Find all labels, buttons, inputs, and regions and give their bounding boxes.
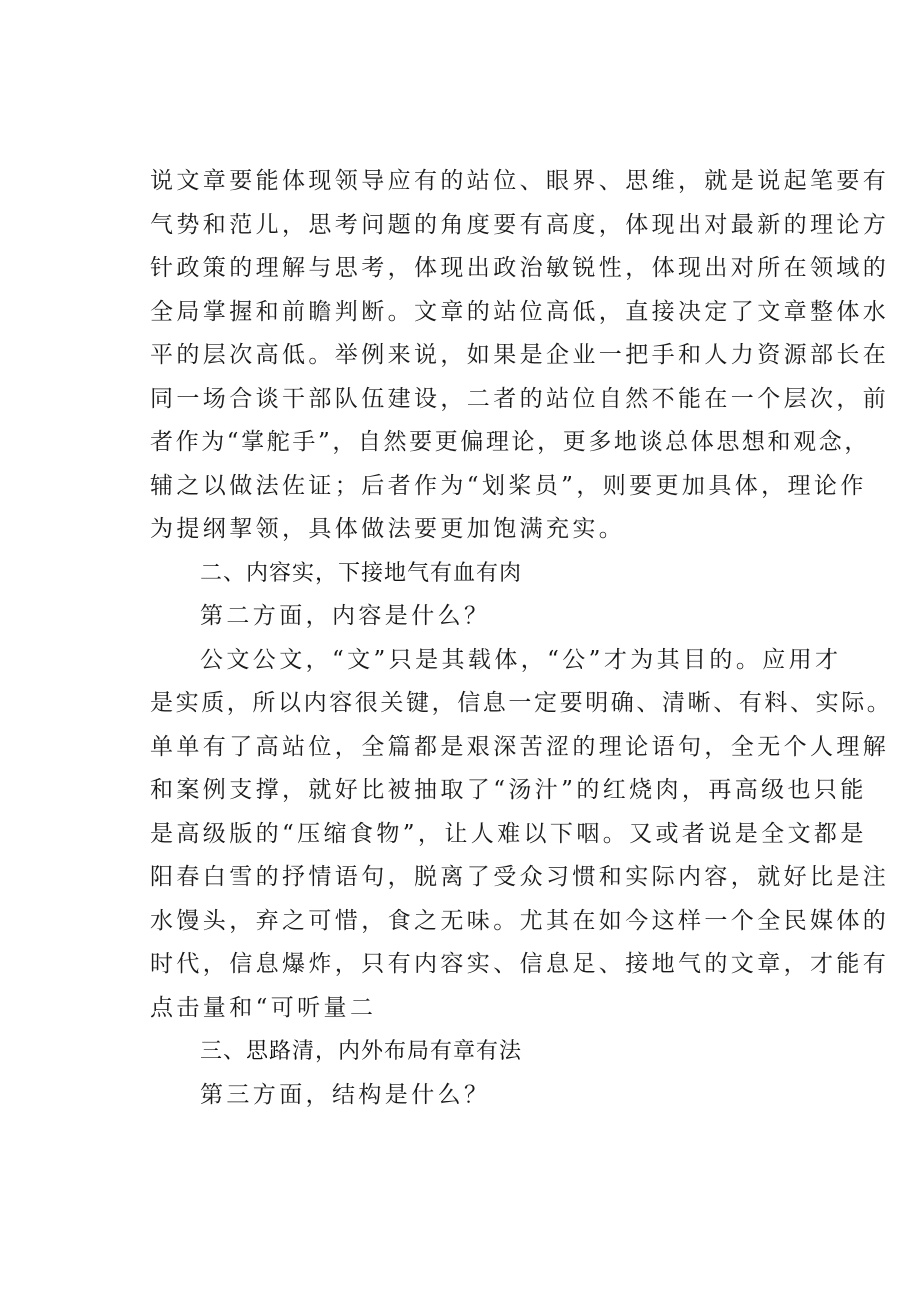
text-line: 阳春白雪的抒情语句，脱离了受众习惯和实际内容，就好比是注: [150, 864, 890, 890]
text-line: 点击量和“可听量二: [150, 994, 377, 1021]
text-line: 者作为“掌舵手”，自然要更偏理论，更多地谈总体思想和观念，: [150, 429, 870, 455]
text-line: 时代，信息爆炸，只有内容实、信息足、接地气的文章，才能有: [150, 951, 890, 977]
text-line: 同一场合谈干部队伍建设，二者的站位自然不能在一个层次，前: [150, 385, 890, 412]
paragraph-structure-question: 第三方面，结构是什么？: [200, 1081, 491, 1108]
paragraph-content-body: [150, 639, 893, 1031]
text-line: 是高级版的“压缩食物”，让人难以下咽。又或者说是全文都是: [150, 820, 867, 847]
text-line: 气势和范儿，思考问题的角度要有高度，体现出对最新的理论方: [150, 211, 890, 238]
text-line: 单单有了高站位，全篇都是艰深苦涩的理论语句，全无个人理解: [150, 733, 890, 760]
text-line: 辅之以做法佐证；后者作为“划桨员”，则要更加具体，理论作: [150, 472, 867, 499]
text-line: 全局掌握和前瞻判断。文章的站位高低，直接决定了文章整体水: [150, 298, 890, 325]
document-page: [150, 160, 893, 1117]
text-line: 是实质，所以内容很关键，信息一定要明确、清晰、有料、实际。: [150, 690, 893, 716]
text-line: 为提纲挈领，具体做法要更加饱满充实。: [150, 516, 626, 542]
text-line: 水馒头，弃之可惜，食之无味。尤其在如今这样一个全民媒体的: [150, 907, 890, 934]
text-line: 公文公文，“文”只是其载体，“公”才为其目的。应用才: [200, 646, 842, 673]
paragraph-content-question: 第二方面，内容是什么？: [200, 603, 491, 629]
text-line: 和案例支撑，就好比被抽取了“汤汁”的红烧肉，再高级也只能: [150, 777, 867, 803]
section-heading-structure: 三、思路清，内外布局有章有法: [200, 1039, 523, 1064]
text-line: 平的层次高低。举例来说，如果是企业一把手和人力资源部长在: [150, 342, 890, 368]
section-heading-content: 二、内容实，下接地气有血有肉: [200, 560, 523, 586]
text-line: 针政策的理解与思考，体现出政治敏锐性，体现出对所在领域的: [150, 255, 890, 281]
paragraph-standpoint: [150, 160, 890, 552]
text-line: 说文章要能体现领导应有的站位、眼界、思维，就是说起笔要有: [150, 168, 890, 194]
